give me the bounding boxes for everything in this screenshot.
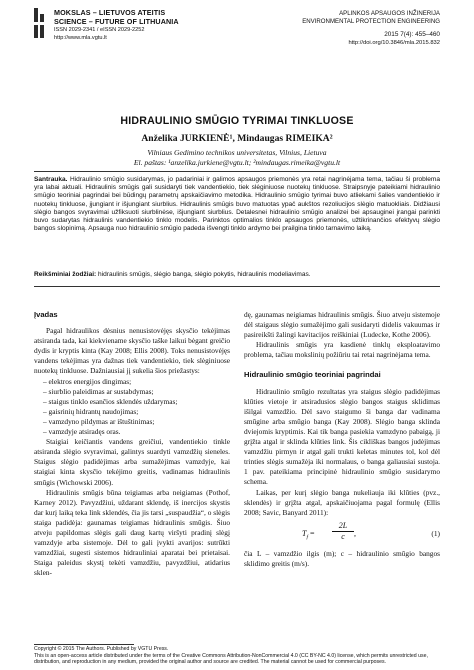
affiliation-university: Vilniaus Gedimino technikos universitetas, Vilnius, Lietuva — [147, 148, 327, 157]
section-name-lt: APLINKOS APSAUGOS INŽINERIJA — [339, 10, 440, 17]
volume-info: 2015 7(4): 455–460 — [384, 31, 440, 38]
formula-lhs: $T_f$ = — [302, 528, 315, 541]
formula-number: (1) — [431, 528, 440, 538]
section-header — [302, 10, 440, 47]
theory-paragraph-1: Hidraulinio smūgio rezultatas yra staigus slėgio padidėjimas klūties vietoje ir atsiradusios slėgio bangos staigus sklidimas išilgai vamzdžio. Dėl savo staigumo ši banga dar vadinama smūgine arba smūgio banga (Kay 2008). Slėgio banga sklinda dviejomis kryptimis. Kai tik banga pasiekia vamzdyno pabaigą, ji grįžta atgal ir sklinda klūties link. Šis cikliškas bangos judėjimas vamzdžiu pirmyn ir atgal gali trukti keletas minutes tol, kol dėl trinties slėgis sumažėja iki normalaus, o banga galiausiai sustoja. 1 pav. pateikiama principinė hidraulinio smūgio susidarymo schema. — [244, 386, 440, 487]
footer — [34, 646, 440, 666]
journal-name-lt: MOKSLAS – LIETUVOS ATEITIS — [54, 8, 166, 17]
journal-name-en: SCIENCE – FUTURE OF LITHUANIA — [54, 17, 179, 26]
footer-copyright: Copyright © 2015 The Authors. Published by VGTU Press. — [34, 646, 169, 652]
list-item: – vamzdyje atsiradęs oras. — [34, 427, 230, 437]
abstract — [34, 176, 440, 233]
right-column — [244, 310, 440, 569]
article-authors: Anželika JURKIENĖ¹, Mindaugas RIMEIKA² — [141, 133, 333, 144]
list-item: – vamzdyno pildymas ar ištuštinimas; — [34, 417, 230, 427]
list-item: – staigus tinklo esančios sklendės uždarymas; — [34, 397, 230, 407]
formula-numerator: 2L — [332, 521, 354, 532]
section-title-intro: Įvadas — [34, 310, 58, 319]
journal-url[interactable]: http://www.mla.vgtu.lt — [54, 35, 107, 41]
intro-paragraph-3: Hidraulinis smūgis būna teigiamas arba neigiamas (Pothof, Karney 2012). Pavyzdžiui, uždarant sklendę, iš inercijos skystis dar kurį laiką teka link sklendės, čia jis tarsi „suspaudžia“, o slėgis staiga padidėja: gaunamas teigiamas hidraulinis smūgis. Šiuo atveju papildomas slėgis gali daug kartų viršyti pradinį slėgį vamzdyje arba sistemoje. Dėl to gali įvykti avarijos: sutrūkti vamzdžiai, sugesti sistemos hidrauliniai aparatai bei prietaisai. Staiga paleidus skystį tekėti vamzdžiu, pavyzdžiui, atidarius sklen- — [34, 487, 230, 578]
affiliation — [0, 148, 474, 168]
list-item: – gaisrinių hidrantų naudojimas; — [34, 407, 230, 417]
keywords-bottom-rule — [34, 286, 440, 287]
abstract-text: Hidraulinio smūgio susidarymas, jo padariniai ir galimos apsaugos priemonės yra retai nagrinėjama tema, tačiau ši problema yra labai aktuali. Hidraulinis smūgis gali susidaryti tiek vandentiekio, tiek slėginiuose nuotekų tinkluose. Straipsnyje pateikiami hidraulinio smūgio teoriniai pagrindai bei būdingų parametrų apskaičiavimo metodika. Hidraulinio smūgio tyrimai buvo atliekami šalies vandentiekio ir nuotekų tinkluose, įjungiant ir išjungiant siurblius. Hidraulinis smūgis buvo matuotas ypač aukštos rezoliucijos slėgio matuokliais. Didžiausi slėgio bangos svyravimai užfiksuoti siurblinėse, išjungiant siurblius. Detalesnei hidraulinio smūgio analizei bei apsauginei įrangai parinkti buvo sudarytas hidraulinis vandentiekio tinklo modelis. Parinktos optimalios tinklo apsaugos priemonės, užtikrinančios efektyvų slėgio bangos slopinimą. Apsauga nuo hidraulinio smūgio padeda išvengti tinklo ardymo bei prailgina tinklo tarnavimo laiką. — [34, 176, 440, 233]
formula-denominator: c — [341, 531, 345, 541]
intro-paragraph-2: Staigiai keičiantis vandens greičiui, vandentiekio tinkle atsiranda slėgio svyravimai, galintys suardyti vamzdžių sieneles. Staigus slėgio padidėjimas arba sumažėjimas vamzdyje, kai staigiai kinta skysčio tekėjimo greitis, vadinamas hidraulinis smūgis (Wichowski 2006). — [34, 437, 230, 487]
keywords-text: hidraulinis smūgis, slėgio banga, slėgio pokytis, hidraulinis modeliavimas. — [96, 271, 311, 278]
formula-fraction — [332, 521, 354, 542]
abstract-top-rule — [34, 171, 440, 172]
article-title: HIDRAULINIO SMŪGIO TYRIMAI TINKLUOSE — [120, 115, 354, 127]
intro-paragraph-1: Pagal hidraulikos dėsnius nenusistovėjęs skysčio tekėjimas atsiranda tada, kai kiekviename skysčio taške laikui bėgant greičio dydis ir kryptis kinta (Kay 2008; Ellis 2008). Toks nenusistovėjęs vandens tekėjimas yra dažnas tiek vandentiekio, tiek slėginiuose nuotekų tinkluose. Dažniausiai jį sukelia šios priežastys: — [34, 326, 230, 376]
footer-license: This is an open-access article distributed under the terms of the Creative Commons Attribution-NonCommercial 4.0 (CC BY-NC 4.0) license, which permits unrestricted use, distribution, and reproduction in any medium, provided the original author and source are credited. The material cannot be used for commercial purposes. — [34, 652, 428, 666]
footer-rule — [34, 644, 134, 645]
section-name-en: ENVIRONMENTAL PROTECTION ENGINEERING — [302, 18, 440, 25]
causes-list — [34, 377, 230, 438]
section-title-theory: Hidraulinio smūgio teoriniai pagrindai — [244, 370, 381, 380]
intro-paragraph-5: Hidraulinis smūgis yra kasdienė tinklų eksploatavimo problema, tačiau mokslinių požiūriu tai retai nagrinėjama tema. — [244, 340, 440, 360]
journal-issn: ISSN 2029-2341 / eISSN 2029-2252 — [54, 27, 145, 33]
left-column — [34, 310, 230, 578]
abstract-label: Santrauka. — [34, 176, 68, 183]
theory-paragraph-3: čia L – vamzdžio ilgis (m); c – hidraulinio smūgio bangos sklidimo greitis (m/s). — [244, 548, 440, 568]
journal-logo — [34, 8, 46, 38]
formula-1: $T_f$ = $\frac{2L}{c}$ , (1) — [302, 520, 440, 541]
theory-paragraph-2: Laikas, per kurį slėgio banga nukeliauja iki klūties (pvz., sklendės) ir grįžta atgal, apskaičiuojama pagal formulę (Ellis 2008; Savic, Banyard 2011): — [244, 487, 440, 517]
intro-paragraph-4: dę, gaunamas neigiamas hidraulinis smūgis. Šiuo atveju sistemoje dėl staigaus slėgio sumažėjimo gali susidaryti didelis vakuumas ir pasireikšti žalingi kavitacijos reiškiniai (Ludecke, Kothe 2006). — [244, 310, 440, 340]
list-item: – siurblio paleidimas ar sustabdymas; — [34, 387, 230, 397]
list-item: – elektros energijos dingimas; — [34, 377, 230, 387]
doi-link[interactable]: http://doi.org/10.3846/mla.2015.832 — [348, 40, 440, 46]
affiliation-emails: El. paštas: ¹anzelika.jurkiene@vgtu.lt; ²mindaugas.rimeika@vgtu.lt — [133, 158, 341, 167]
keywords-label: Reikšminiai žodžiai: — [34, 271, 97, 278]
keywords — [34, 271, 440, 279]
